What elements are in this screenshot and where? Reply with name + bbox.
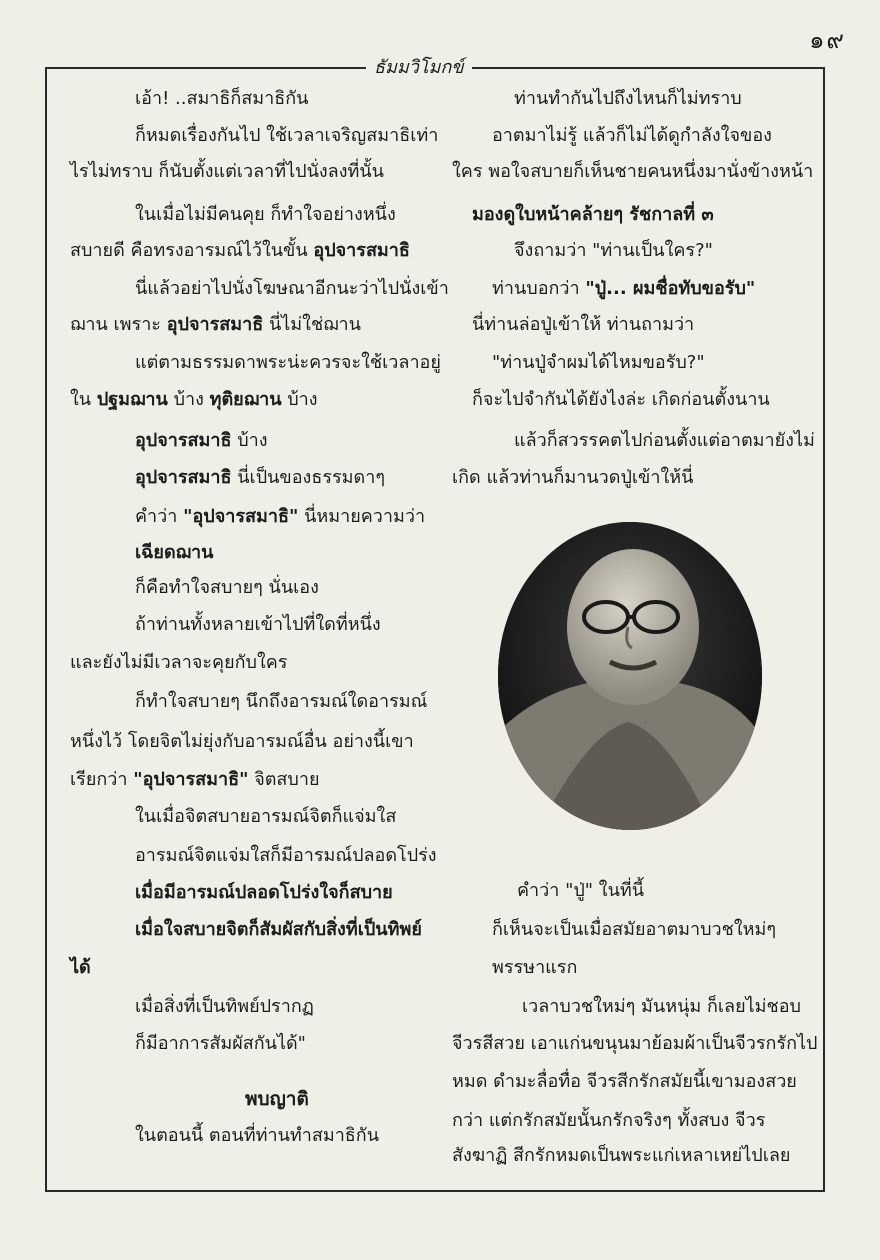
text-run: เวลาบวชใหม่ๆ มันหนุ่ม ก็เลยไม่ชอบ xyxy=(522,996,801,1017)
text-line xyxy=(70,957,91,979)
text-run: จิตสบาย xyxy=(248,769,320,790)
text-run: อาตมาไม่รู้ แล้วก็ไม่ได้ดูกำลังใจของ xyxy=(492,125,772,146)
text-run: สบายดี คือทรงอารมณ์ไว้ในขั้น xyxy=(70,240,314,261)
text-run: "ท่านปู่จำผมได้ไหมขอรับ?" xyxy=(492,352,705,373)
bold-term: "อุปจารสมาธิ" xyxy=(183,506,299,527)
text-run: เรียกว่า xyxy=(70,769,134,790)
text-run: ในตอนนี้ ตอนที่ท่านทำสมาธิกัน xyxy=(135,1125,379,1146)
text-line xyxy=(135,577,319,599)
bold-term: อุปจารสมาธิ xyxy=(166,314,264,335)
bold-term: พบญาติ xyxy=(245,1088,309,1110)
text-run: ก็มีอาการสัมผัสกันได้" xyxy=(135,1033,306,1054)
text-line xyxy=(452,1071,797,1093)
text-run: เอ้า! ..สมาธิก็สมาธิกัน xyxy=(135,88,309,109)
text-line xyxy=(70,769,320,791)
text-run: จีวรสีสวย เอาแก่นขนุนมาย้อมผ้าเป็นจีวรกรักไป xyxy=(452,1033,818,1054)
bold-term: ทุติยฌาน xyxy=(209,389,282,410)
bold-term: "อุปจารสมาธิ" xyxy=(133,769,249,790)
text-run: ก็เห็นจะเป็นเมื่อสมัยอาตมาบวชใหม่ๆ xyxy=(492,919,777,940)
text-line xyxy=(452,1110,765,1132)
bold-term: อุปจารสมาธิ xyxy=(135,467,232,488)
text-line xyxy=(70,389,318,411)
text-run: กว่า แต่กรักสมัยนั้นกรักจริงๆ ทั้งสบง จีวร xyxy=(452,1110,766,1131)
text-line xyxy=(135,278,449,300)
text-line xyxy=(70,161,384,183)
text-line xyxy=(70,240,410,262)
text-run: แล้วก็สวรรคตไปก่อนตั้งแต่อาตมายังไม่ xyxy=(514,430,815,451)
text-line xyxy=(492,125,772,147)
text-line xyxy=(135,204,396,226)
text-run: ท่านทำกันไปถึงไหนก็ไม่ทราบ xyxy=(514,88,742,109)
bold-term: อุปจารสมาธิ xyxy=(135,430,232,451)
text-line xyxy=(452,1033,817,1055)
monk-portrait-photo xyxy=(498,522,762,830)
text-line xyxy=(135,919,422,941)
text-line xyxy=(135,542,213,564)
text-run: ไรไม่ทราบ ก็นับตั้งแต่เวลาที่ไปนั่งลงที่นั้น xyxy=(70,161,384,182)
bold-term: เฉียดฌาน xyxy=(135,542,214,563)
text-line xyxy=(135,845,437,867)
text-run: ในเมื่อไม่มีคนคุย ก็ทำใจอย่างหนึ่ง xyxy=(135,204,396,225)
text-line xyxy=(135,352,441,374)
text-run: ถ้าท่านทั้งหลายเข้าไปที่ใดที่หนึ่ง xyxy=(135,614,381,635)
text-run: คำว่า xyxy=(135,506,184,527)
text-line xyxy=(135,125,438,147)
text-run: จึงถามว่า "ท่านเป็นใคร?" xyxy=(514,240,713,261)
running-title: ธัมมวิโมกข์ xyxy=(366,52,472,81)
text-line xyxy=(492,919,776,941)
bold-term: เมื่อใจสบายจิตก็สัมผัสกับสิ่งที่เป็นทิพย์ xyxy=(135,919,422,940)
text-line xyxy=(135,88,308,110)
text-line xyxy=(472,204,714,226)
text-run: แต่ตามธรรมดาพระน่ะควรจะใช้เวลาอยู่ xyxy=(135,352,441,373)
text-run: พรรษาแรก xyxy=(492,957,578,978)
text-line xyxy=(70,731,414,753)
text-line xyxy=(492,278,755,300)
text-run: นี่เป็นของธรรมดาๆ xyxy=(231,467,385,488)
text-line xyxy=(514,88,742,110)
text-line xyxy=(135,430,268,452)
text-line xyxy=(452,467,693,489)
text-line xyxy=(135,806,396,828)
text-line xyxy=(522,996,801,1018)
text-run: คำว่า "ปู่" ในที่นี้ xyxy=(517,880,645,901)
bold-term: ได้ xyxy=(70,957,91,978)
text-run: นี่แล้วอย่าไปนั่งโฆษณาอีกนะว่าไปนั่งเข้า xyxy=(135,278,449,299)
text-line xyxy=(514,240,713,262)
bold-term: อุปจารสมาธิ xyxy=(313,240,410,261)
bold-term: มองดูใบหน้าคล้ายๆ รัชกาลที่ ๓ xyxy=(472,204,714,225)
text-line xyxy=(135,996,314,1018)
text-line xyxy=(245,1088,309,1110)
text-line xyxy=(472,314,694,336)
text-run: ก็คือทำใจสบายๆ นั่นเอง xyxy=(135,577,319,598)
text-line xyxy=(517,880,644,902)
text-run: สังฆาฏิ สีกรักหมดเป็นพระแก่เหลาเหย่ไปเลย xyxy=(452,1145,791,1166)
text-line xyxy=(135,691,427,713)
text-line xyxy=(472,389,770,411)
text-run: หมด ดำมะลื่อทื่อ จีวรสีกรักสมัยนี้เขามองสวย xyxy=(452,1071,797,1092)
text-run: นี่ท่านล่อปู่เข้าให้ ท่านถามว่า xyxy=(472,314,695,335)
text-run: และยังไม่มีเวลาจะคุยกับใคร xyxy=(70,652,288,673)
text-line xyxy=(492,957,577,979)
text-run: บ้าง xyxy=(167,389,210,410)
text-line xyxy=(514,430,815,452)
bold-term: เมื่อมีอารมณ์ปลอดโปร่งใจก็สบาย xyxy=(135,882,393,903)
text-run: ใน xyxy=(70,389,97,410)
text-line xyxy=(70,652,287,674)
bold-term: "ปู่... ผมชื่อทับขอรับ" xyxy=(585,278,756,299)
bold-term: ปฐมฌาน xyxy=(96,389,168,410)
text-line xyxy=(452,1145,790,1167)
text-run: ใคร พอใจสบายก็เห็นชายคนหนึ่งมานั่งข้างหน้า xyxy=(452,161,814,182)
text-run: ท่านบอกว่า xyxy=(492,278,586,299)
text-line xyxy=(135,882,393,904)
text-run: หนึ่งไว้ โดยจิตไม่ยุ่งกับอารมณ์อื่น อย่างนี้เขา xyxy=(70,731,414,752)
text-line xyxy=(135,614,381,636)
text-run: อารมณ์จิตแจ่มใสก็มีอารมณ์ปลอดโปร่ง xyxy=(135,845,437,866)
text-line xyxy=(70,314,361,336)
text-run: ก็หมดเรื่องกันไป ใช้เวลาเจริญสมาธิเท่า xyxy=(135,125,439,146)
text-run: ฌาน เพราะ xyxy=(70,314,167,335)
text-run: ในเมื่อจิตสบายอารมณ์จิตก็แจ่มใส xyxy=(135,806,397,827)
portrait-image xyxy=(498,522,762,830)
text-run: ก็จะไปจำกันได้ยังไงล่ะ เกิดก่อนตั้งนาน xyxy=(472,389,770,410)
text-run: ก็ทำใจสบายๆ นึกถึงอารมณ์ใดอารมณ์ xyxy=(135,691,428,712)
text-run: เมื่อสิ่งที่เป็นทิพย์ปรากฏ xyxy=(135,996,314,1017)
text-run: นี่หมายความว่า xyxy=(298,506,426,527)
page-number: ๑๙ xyxy=(809,26,846,54)
text-run: นี่ไม่ใช่ฌาน xyxy=(263,314,361,335)
text-line xyxy=(452,161,813,183)
text-line xyxy=(135,1033,306,1055)
text-line xyxy=(135,467,385,489)
text-run: บ้าง xyxy=(231,430,268,451)
text-run: เกิด แล้วท่านก็มานวดปู่เข้าให้นี่ xyxy=(452,467,694,488)
text-run: บ้าง xyxy=(281,389,318,410)
text-line xyxy=(135,1125,379,1147)
text-line xyxy=(492,352,705,374)
text-line xyxy=(135,506,425,528)
